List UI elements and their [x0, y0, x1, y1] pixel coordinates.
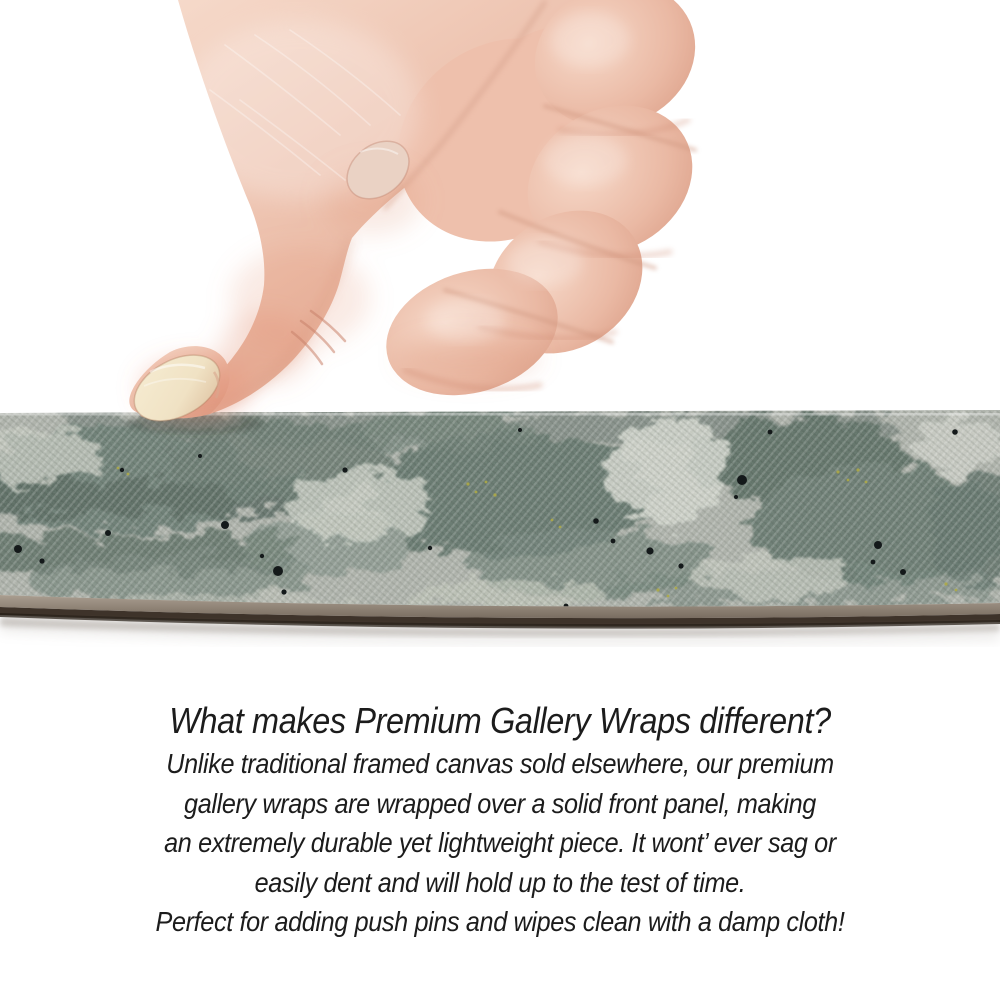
body-line-3: an extremely durable yet lightweight piece. It wont’ ever sag or: [164, 827, 836, 858]
body-line-5: Perfect for adding push pins and wipes clean with a damp cloth!: [155, 906, 845, 937]
body-line-1: Unlike traditional framed canvas sold elsewhere, our premium: [166, 748, 834, 779]
hand-photo: [123, 0, 719, 434]
canvas-texture: [0, 405, 1000, 628]
marketing-copy: [50, 698, 950, 942]
body-line-4: easily dent and will hold up to the test of time.: [254, 866, 746, 898]
canvas-strip: [0, 405, 1000, 645]
body-line-2: gallery wraps are wrapped over a solid front panel, making: [184, 787, 816, 819]
headline: What makes Premium Gallery Wraps different?: [169, 700, 831, 741]
